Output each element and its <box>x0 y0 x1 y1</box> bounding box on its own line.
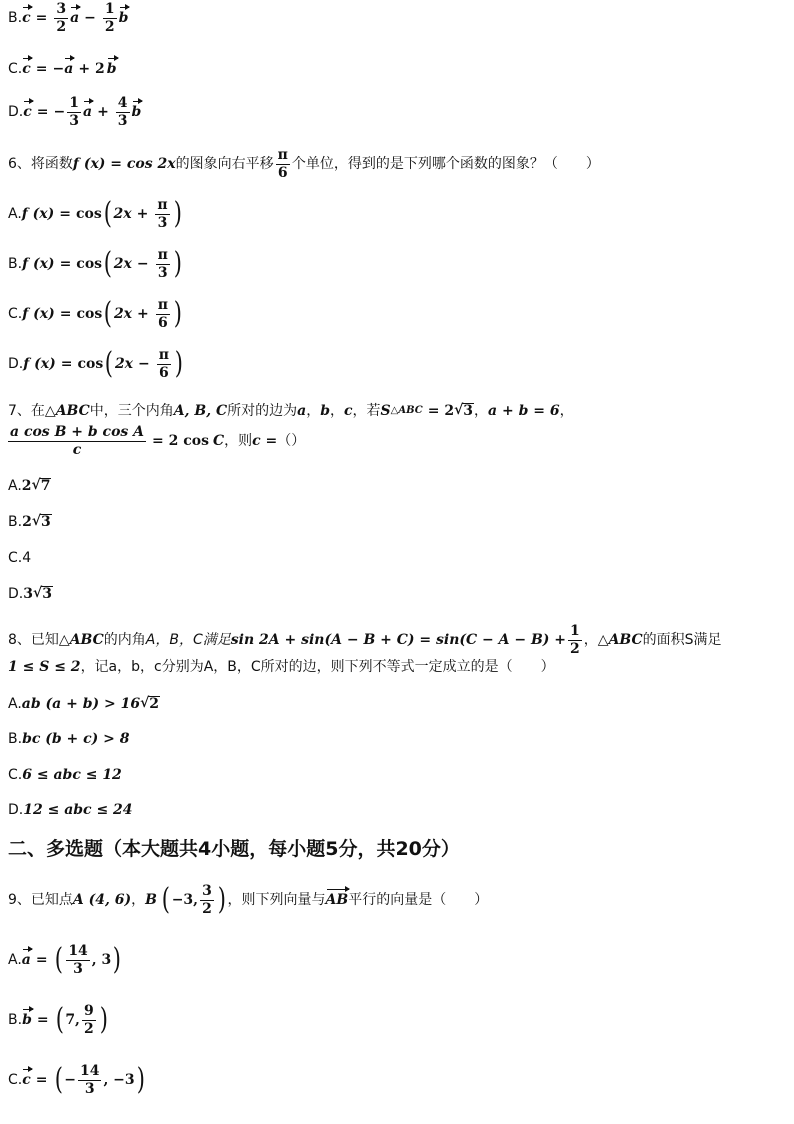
question-7: 7、在△ ABC 中，三个内角 A, B, C 所对的边为 a ， b ， c ，若 S △ABC = 2 √ 3 ， a + b = 6 ， <box>8 402 574 419</box>
option-q6-c: C. f (x) = cos ( 2x + $\frac{\pi}{6}$ ) <box>8 296 182 332</box>
question-8-continued: 1 ≤ S ≤ 2 ，记a，b，c分别为A，B，C所对的边，则下列不等式一定成立的是（ ） <box>8 659 555 675</box>
fraction: $\frac{4}{3}$ <box>117 95 128 129</box>
question-6: 6、将函数 f (x) = cos 2x 的图象向右平移 $\frac{\pi}{6}$ 个单位，得到的是下列哪个函数的图象？（ ） <box>8 147 600 181</box>
fraction: $\frac{3}{2}$ <box>202 883 212 917</box>
vector-a: a <box>82 104 93 121</box>
fraction: $\frac{3}{2}$ <box>56 1 67 35</box>
option-q9-b: B. b = ( 7, $\frac{9}{2}$ ) <box>8 1002 108 1038</box>
vector-a: a <box>21 952 31 969</box>
sqrt: √ 2 <box>140 695 160 712</box>
fraction: $\frac{9}{2}$ <box>83 1003 94 1037</box>
fraction: $\frac{\pi}{6}$ <box>158 347 170 381</box>
vector-c: c <box>23 104 32 121</box>
option-q6-d: D. f (x) = cos ( 2x − $\frac{\pi}{6}$ ) <box>8 346 183 382</box>
vector-a: a <box>70 10 80 27</box>
option-q7-c: C.4 <box>8 550 32 566</box>
vector-b: b <box>131 104 142 121</box>
fraction: $\frac{\text{a cos B + b cos A}}{c}$ <box>10 424 145 458</box>
option-q5-d: D. c = − $\frac{1}{3}$ a + $\frac{4}{3}$ b <box>8 95 142 129</box>
question-9: 9、已知点 A (4, 6) ， B ( −3, $\frac{3}{2}$ ) ，则下列向量与 AB 平行的向量是（ ） <box>8 882 489 918</box>
option-q9-c: C. c = ( − $\frac{14}{3}$ , −3 ) <box>8 1062 145 1098</box>
fraction: $\frac{1}{2}$ <box>104 1 115 35</box>
fraction: $\frac{14}{3}$ <box>79 1063 100 1097</box>
question-7-condition: $\frac{\text{a cos B + b cos A}}{c}$ = 2 cos C ，则 c = （） <box>10 424 306 458</box>
fraction: $\frac{1}{2}$ <box>570 623 580 657</box>
option-q7-a: A. 2 √ 7 <box>8 477 51 494</box>
fraction: $\frac{\pi}{6}$ <box>277 147 288 181</box>
sqrt: √ 7 <box>31 477 51 494</box>
option-q6-a: A. f (x) = cos ( 2x + $\frac{\pi}{3}$ ) <box>8 196 182 232</box>
fraction: $\frac{\pi}{6}$ <box>157 297 169 331</box>
sqrt: √ 3 <box>32 585 52 602</box>
sqrt: √ 3 <box>454 402 474 419</box>
option-q7-d: D. 3 √ 3 <box>8 585 52 602</box>
fraction: $\frac{\pi}{3}$ <box>157 247 168 281</box>
vector-c: c <box>22 1072 31 1089</box>
option-q5-b: B. c = $\frac{3}{2}$ a − $\frac{1}{2}$ b <box>8 1 129 35</box>
vector-c: c <box>22 61 31 77</box>
vector-a: a <box>64 61 74 77</box>
option-q7-b: B. 2 √ 3 <box>8 513 51 530</box>
fraction: $\frac{\pi}{3}$ <box>157 197 168 231</box>
option-q8-d: D. 12 ≤ abc ≤ 24 <box>8 802 133 818</box>
vector-c: c <box>22 10 31 27</box>
vector-ab: AB <box>325 892 349 909</box>
fraction: $\frac{14}{3}$ <box>68 943 88 977</box>
option-q8-c: C. 6 ≤ abc ≤ 12 <box>8 767 122 783</box>
question-8: 8、已知△ ABC 的内角 A，B，C满足 sin 2A + sin(A − B + C) = sin(C − A − B) + $\frac{1}{2}$ ，△ ABC 的面积S满足 <box>8 623 722 657</box>
vector-b: b <box>106 61 117 77</box>
vector-b: b <box>22 1012 32 1029</box>
section-heading: 二、多选题（本大题共4小题，每小题5分，共20分） <box>8 838 460 860</box>
option-q8-b: B. bc (b + c) > 8 <box>8 731 130 747</box>
option-q9-a: A. a = ( $\frac{14}{3}$ , 3 ) <box>8 942 122 978</box>
fraction: $\frac{1}{3}$ <box>69 95 79 129</box>
option-q5-c: C. c = − a + 2 b <box>8 61 117 77</box>
sqrt: √ 3 <box>31 513 51 530</box>
vector-b: b <box>118 10 129 27</box>
option-q6-b: B. f (x) = cos ( 2x − $\frac{\pi}{3}$ ) <box>8 246 182 282</box>
option-q8-a: A. ab (a + b) > 16 √ 2 <box>8 695 160 712</box>
